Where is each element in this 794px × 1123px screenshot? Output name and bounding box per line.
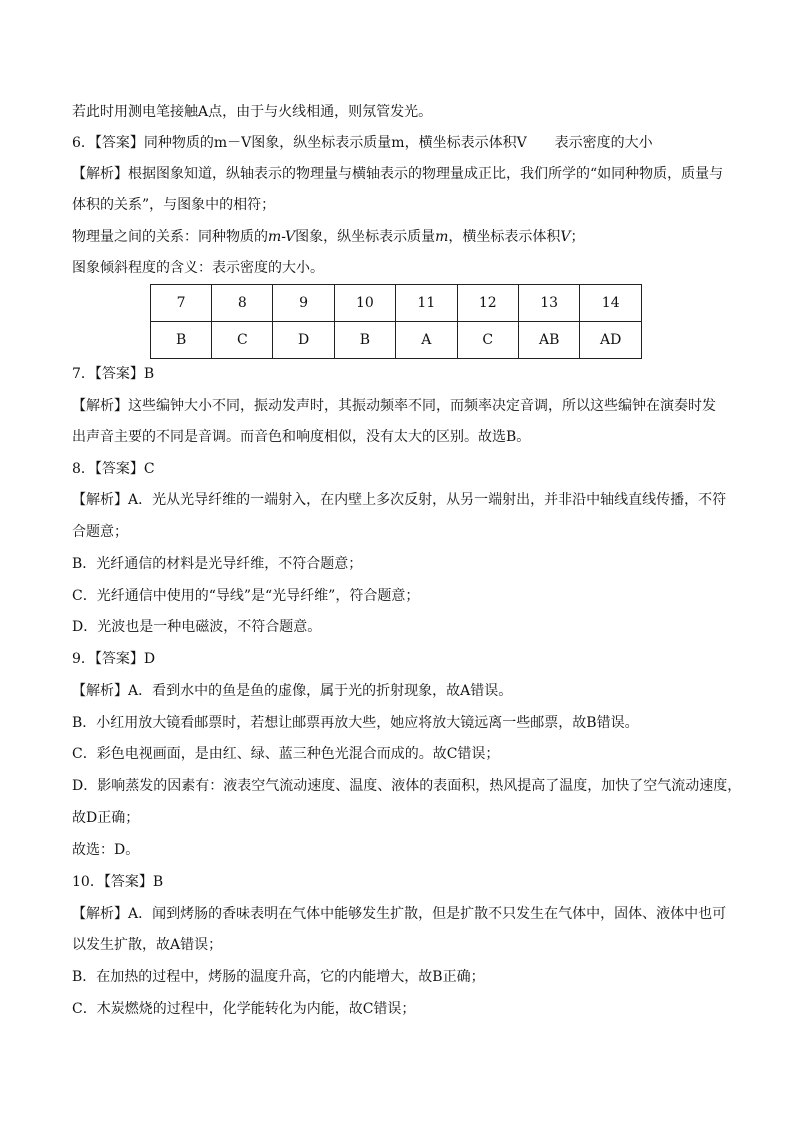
table-cell: 9 (273, 285, 334, 322)
answer-line-7: 7．【答案】B (72, 366, 155, 382)
italic-m: m (435, 229, 449, 245)
text-line: B．小红用放大镜看邮票时，若想让邮票再放大些，她应将放大镜远离一些邮票，故B错误。 (72, 715, 639, 731)
italic-v: V (560, 229, 571, 245)
text-line: B．光纤通信的材料是光导纤维，不符合题意； (72, 556, 363, 572)
text-line: 以发生扩散，故A错误； (72, 937, 223, 953)
table-cell: 8 (212, 285, 273, 322)
analysis-line: 【解析】A．光从光导纤维的一端射入，在内壁上多次反射，从另一端射出，并非沿中轴线直线传播，不符 (72, 492, 727, 508)
table-cell: 11 (396, 285, 457, 322)
table-row (151, 322, 642, 359)
text-span: ； (570, 229, 585, 245)
text-line: 故D正确； (72, 810, 140, 826)
answer-line-9: 9．【答案】D (72, 651, 156, 667)
text-line: D．光波也是一种电磁波，不符合题意。 (72, 619, 322, 635)
answer-line-10: 10．【答案】B (72, 874, 164, 890)
text-line: B．在加热的过程中，烤肠的温度升高，它的内能增大，故B正确； (72, 969, 485, 985)
text-line-relation (72, 228, 732, 246)
table-cell: 10 (334, 285, 395, 322)
text-line: 体积的关系”，与图象中的相符； (72, 197, 276, 213)
table-row (151, 285, 642, 322)
text-line: C．光纤通信中使用的“导线”是“光导纤维”，符合题意； (72, 588, 420, 604)
table-cell: AB (518, 322, 579, 359)
text-line: C．木炭燃烧的过程中，化学能转化为内能，故C错误； (72, 1001, 416, 1017)
text-line: 合题意； (72, 524, 128, 540)
table-cell: A (396, 322, 457, 359)
text-line: D．影响蒸发的因素有：液表空气流动速度、温度、液体的表面积，热风提高了温度，加快了空气流动速度， (72, 778, 742, 794)
text-span: 物理量之间的关系：同种物质的 (72, 229, 268, 245)
text-line: 若此时用测电笔接触A点，由于与火线相通，则氖管发光。 (72, 104, 433, 120)
text-line: 故选：D。 (72, 842, 140, 858)
table-cell: 13 (518, 285, 579, 322)
analysis-line: 【解析】根据图象知道，纵轴表示的物理量与横轴表示的物理量成正比，我们所学的“如同种物质，质量与 (72, 166, 724, 182)
analysis-line: 【解析】A．看到水中的鱼是鱼的虚像，属于光的折射现象，故A错误。 (72, 683, 513, 699)
text-span: 图象，纵坐标表示质量 (295, 229, 436, 245)
analysis-line: 【解析】A．闻到烤肠的香味表明在气体中能够发生扩散，但是扩散不只发生在气体中，固体、液体中也可 (72, 906, 727, 922)
answer-line-8: 8．【答案】C (72, 461, 155, 477)
answer-line-6: 6．【答案】同种物质的m－V图象，纵坐标表示质量m，横坐标表示体积V 表示密度的大小 (72, 135, 653, 151)
table-cell: AD (580, 322, 642, 359)
text-line: 图象倾斜程度的含义：表示密度的大小。 (72, 260, 324, 276)
table-cell: D (273, 322, 334, 359)
text-line: 出声音主要的不同是音调。而音色和响度相似，没有太大的区别。故选B。 (72, 429, 531, 445)
text-span: ，横坐标表示体积 (448, 229, 561, 245)
table-cell: C (457, 322, 518, 359)
table-cell: B (334, 322, 395, 359)
table-cell: 14 (580, 285, 642, 322)
analysis-line: 【解析】这些编钟大小不同，振动发声时，其振动频率不同，而频率决定音调，所以这些编钟在演奏时发 (72, 398, 716, 414)
table-cell: 7 (151, 285, 212, 322)
text-line: C．彩色电视画面，是由红、绿、蓝三种色光混合而成的。故C错误； (72, 746, 500, 762)
table-cell: C (212, 322, 273, 359)
answer-table (150, 284, 642, 359)
table-cell: B (151, 322, 212, 359)
table-cell: 12 (457, 285, 518, 322)
italic-mv: m-V (268, 229, 296, 245)
